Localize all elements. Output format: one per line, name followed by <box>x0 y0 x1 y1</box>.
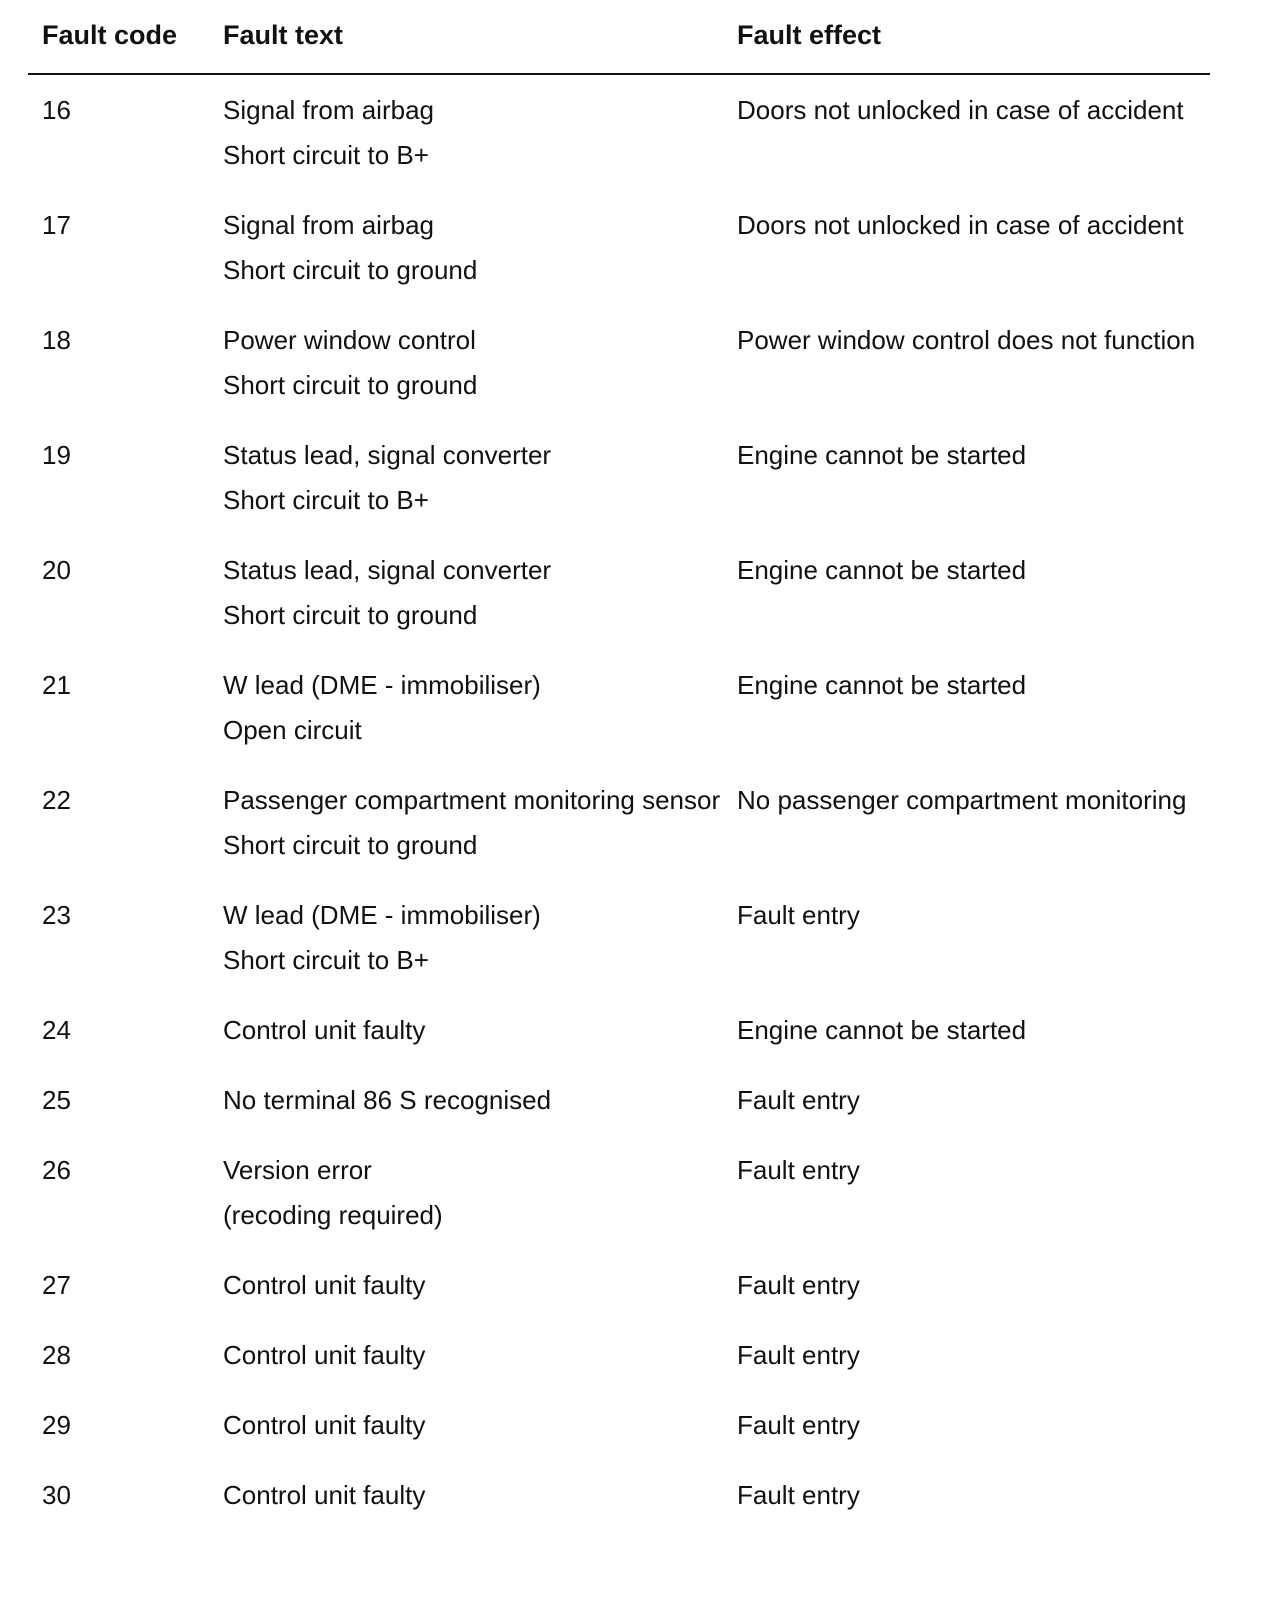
fault-text-line: Control unit faulty <box>223 1015 426 1045</box>
fault-code-cell: 18 <box>42 325 71 355</box>
table-row <box>0 433 1264 548</box>
fault-text-line: Signal from airbag <box>223 210 434 240</box>
fault-text-line: Control unit faulty <box>223 1270 426 1300</box>
fault-text-line: Short circuit to B+ <box>223 945 429 975</box>
header-divider <box>28 73 1210 75</box>
fault-code-cell: 24 <box>42 1015 71 1045</box>
fault-text-line: Short circuit to ground <box>223 370 478 400</box>
fault-text-cell <box>223 1473 425 1518</box>
fault-text-cell <box>223 663 541 753</box>
table-row <box>0 1148 1264 1263</box>
table-row <box>0 1078 1264 1148</box>
fault-code-cell: 29 <box>42 1410 71 1440</box>
fault-text-cell <box>223 1403 425 1448</box>
fault-effect-cell: Engine cannot be started <box>737 555 1027 585</box>
fault-code-cell: 17 <box>42 210 71 240</box>
fault-text-cell <box>223 1333 425 1378</box>
fault-effect-cell: Engine cannot be started <box>737 1015 1027 1045</box>
fault-text-cell <box>223 318 477 408</box>
fault-code-cell: 16 <box>42 95 71 125</box>
fault-effect-cell: Power window control does not function <box>737 325 1196 355</box>
fault-effect-cell: Fault entry <box>737 1480 860 1510</box>
table-row <box>0 1403 1264 1473</box>
fault-text-cell <box>223 548 551 638</box>
fault-text-line: Status lead, signal converter <box>223 555 552 585</box>
table-row <box>0 1473 1264 1543</box>
fault-text-line: (recoding required) <box>223 1200 443 1230</box>
fault-text-line: Passenger compartment monitoring sensor <box>223 785 721 815</box>
fault-effect-cell: Engine cannot be started <box>737 440 1027 470</box>
fault-effect-cell: Fault entry <box>737 1155 860 1185</box>
fault-text-line: Short circuit to ground <box>223 830 478 860</box>
fault-code-cell: 26 <box>42 1155 71 1185</box>
fault-text-cell <box>223 893 541 983</box>
fault-effect-cell: Fault entry <box>737 900 860 930</box>
fault-code-cell: 27 <box>42 1270 71 1300</box>
fault-effect-cell: Fault entry <box>737 1410 860 1440</box>
fault-text-cell <box>223 1148 443 1238</box>
fault-text-cell <box>223 1078 551 1123</box>
fault-text-cell <box>223 203 477 293</box>
fault-code-cell: 30 <box>42 1480 71 1510</box>
fault-text-line: Status lead, signal converter <box>223 440 552 470</box>
table-row <box>0 88 1264 203</box>
fault-text-line: Signal from airbag <box>223 95 434 125</box>
table-row <box>0 1008 1264 1078</box>
fault-code-cell: 22 <box>42 785 71 815</box>
table-row <box>0 318 1264 433</box>
table-row <box>0 548 1264 663</box>
fault-effect-cell: Fault entry <box>737 1340 860 1370</box>
fault-text-line: W lead (DME - immobiliser) <box>223 670 541 700</box>
fault-effect-cell: Engine cannot be started <box>737 670 1027 700</box>
fault-code-cell: 25 <box>42 1085 71 1115</box>
fault-text-line: Open circuit <box>223 715 362 745</box>
table-row <box>0 893 1264 1008</box>
fault-effect-cell: Fault entry <box>737 1085 860 1115</box>
fault-text-line: No terminal 86 S recognised <box>223 1085 552 1115</box>
table-header <box>0 0 1264 76</box>
fault-text-line: Short circuit to B+ <box>223 140 429 170</box>
fault-text-cell <box>223 778 720 868</box>
header-fault-effect: Fault effect <box>737 20 882 50</box>
table-row <box>0 203 1264 318</box>
fault-text-line: Version error <box>223 1155 372 1185</box>
table-row <box>0 663 1264 778</box>
fault-text-line: Control unit faulty <box>223 1340 426 1370</box>
fault-text-line: Control unit faulty <box>223 1410 426 1440</box>
header-fault-code: Fault code <box>42 20 178 50</box>
fault-code-cell: 21 <box>42 670 71 700</box>
fault-text-line: Short circuit to B+ <box>223 485 429 515</box>
fault-text-cell <box>223 1008 425 1053</box>
table-row <box>0 1263 1264 1333</box>
fault-text-cell <box>223 433 551 523</box>
fault-code-cell: 20 <box>42 555 71 585</box>
fault-table-body <box>0 88 1264 1543</box>
fault-code-cell: 28 <box>42 1340 71 1370</box>
fault-text-line: Power window control <box>223 325 476 355</box>
fault-text-line: W lead (DME - immobiliser) <box>223 900 541 930</box>
fault-text-line: Control unit faulty <box>223 1480 426 1510</box>
fault-text-line: Short circuit to ground <box>223 600 478 630</box>
fault-code-cell: 19 <box>42 440 71 470</box>
table-row <box>0 1333 1264 1403</box>
fault-text-cell <box>223 88 434 178</box>
fault-effect-cell: No passenger compartment monitoring <box>737 785 1187 815</box>
fault-effect-cell: Doors not unlocked in case of accident <box>737 95 1184 125</box>
fault-text-line: Short circuit to ground <box>223 255 478 285</box>
fault-effect-cell: Fault entry <box>737 1270 860 1300</box>
fault-effect-cell: Doors not unlocked in case of accident <box>737 210 1184 240</box>
table-row <box>0 778 1264 893</box>
header-fault-text: Fault text <box>223 20 344 50</box>
fault-text-cell <box>223 1263 425 1308</box>
fault-code-cell: 23 <box>42 900 71 930</box>
